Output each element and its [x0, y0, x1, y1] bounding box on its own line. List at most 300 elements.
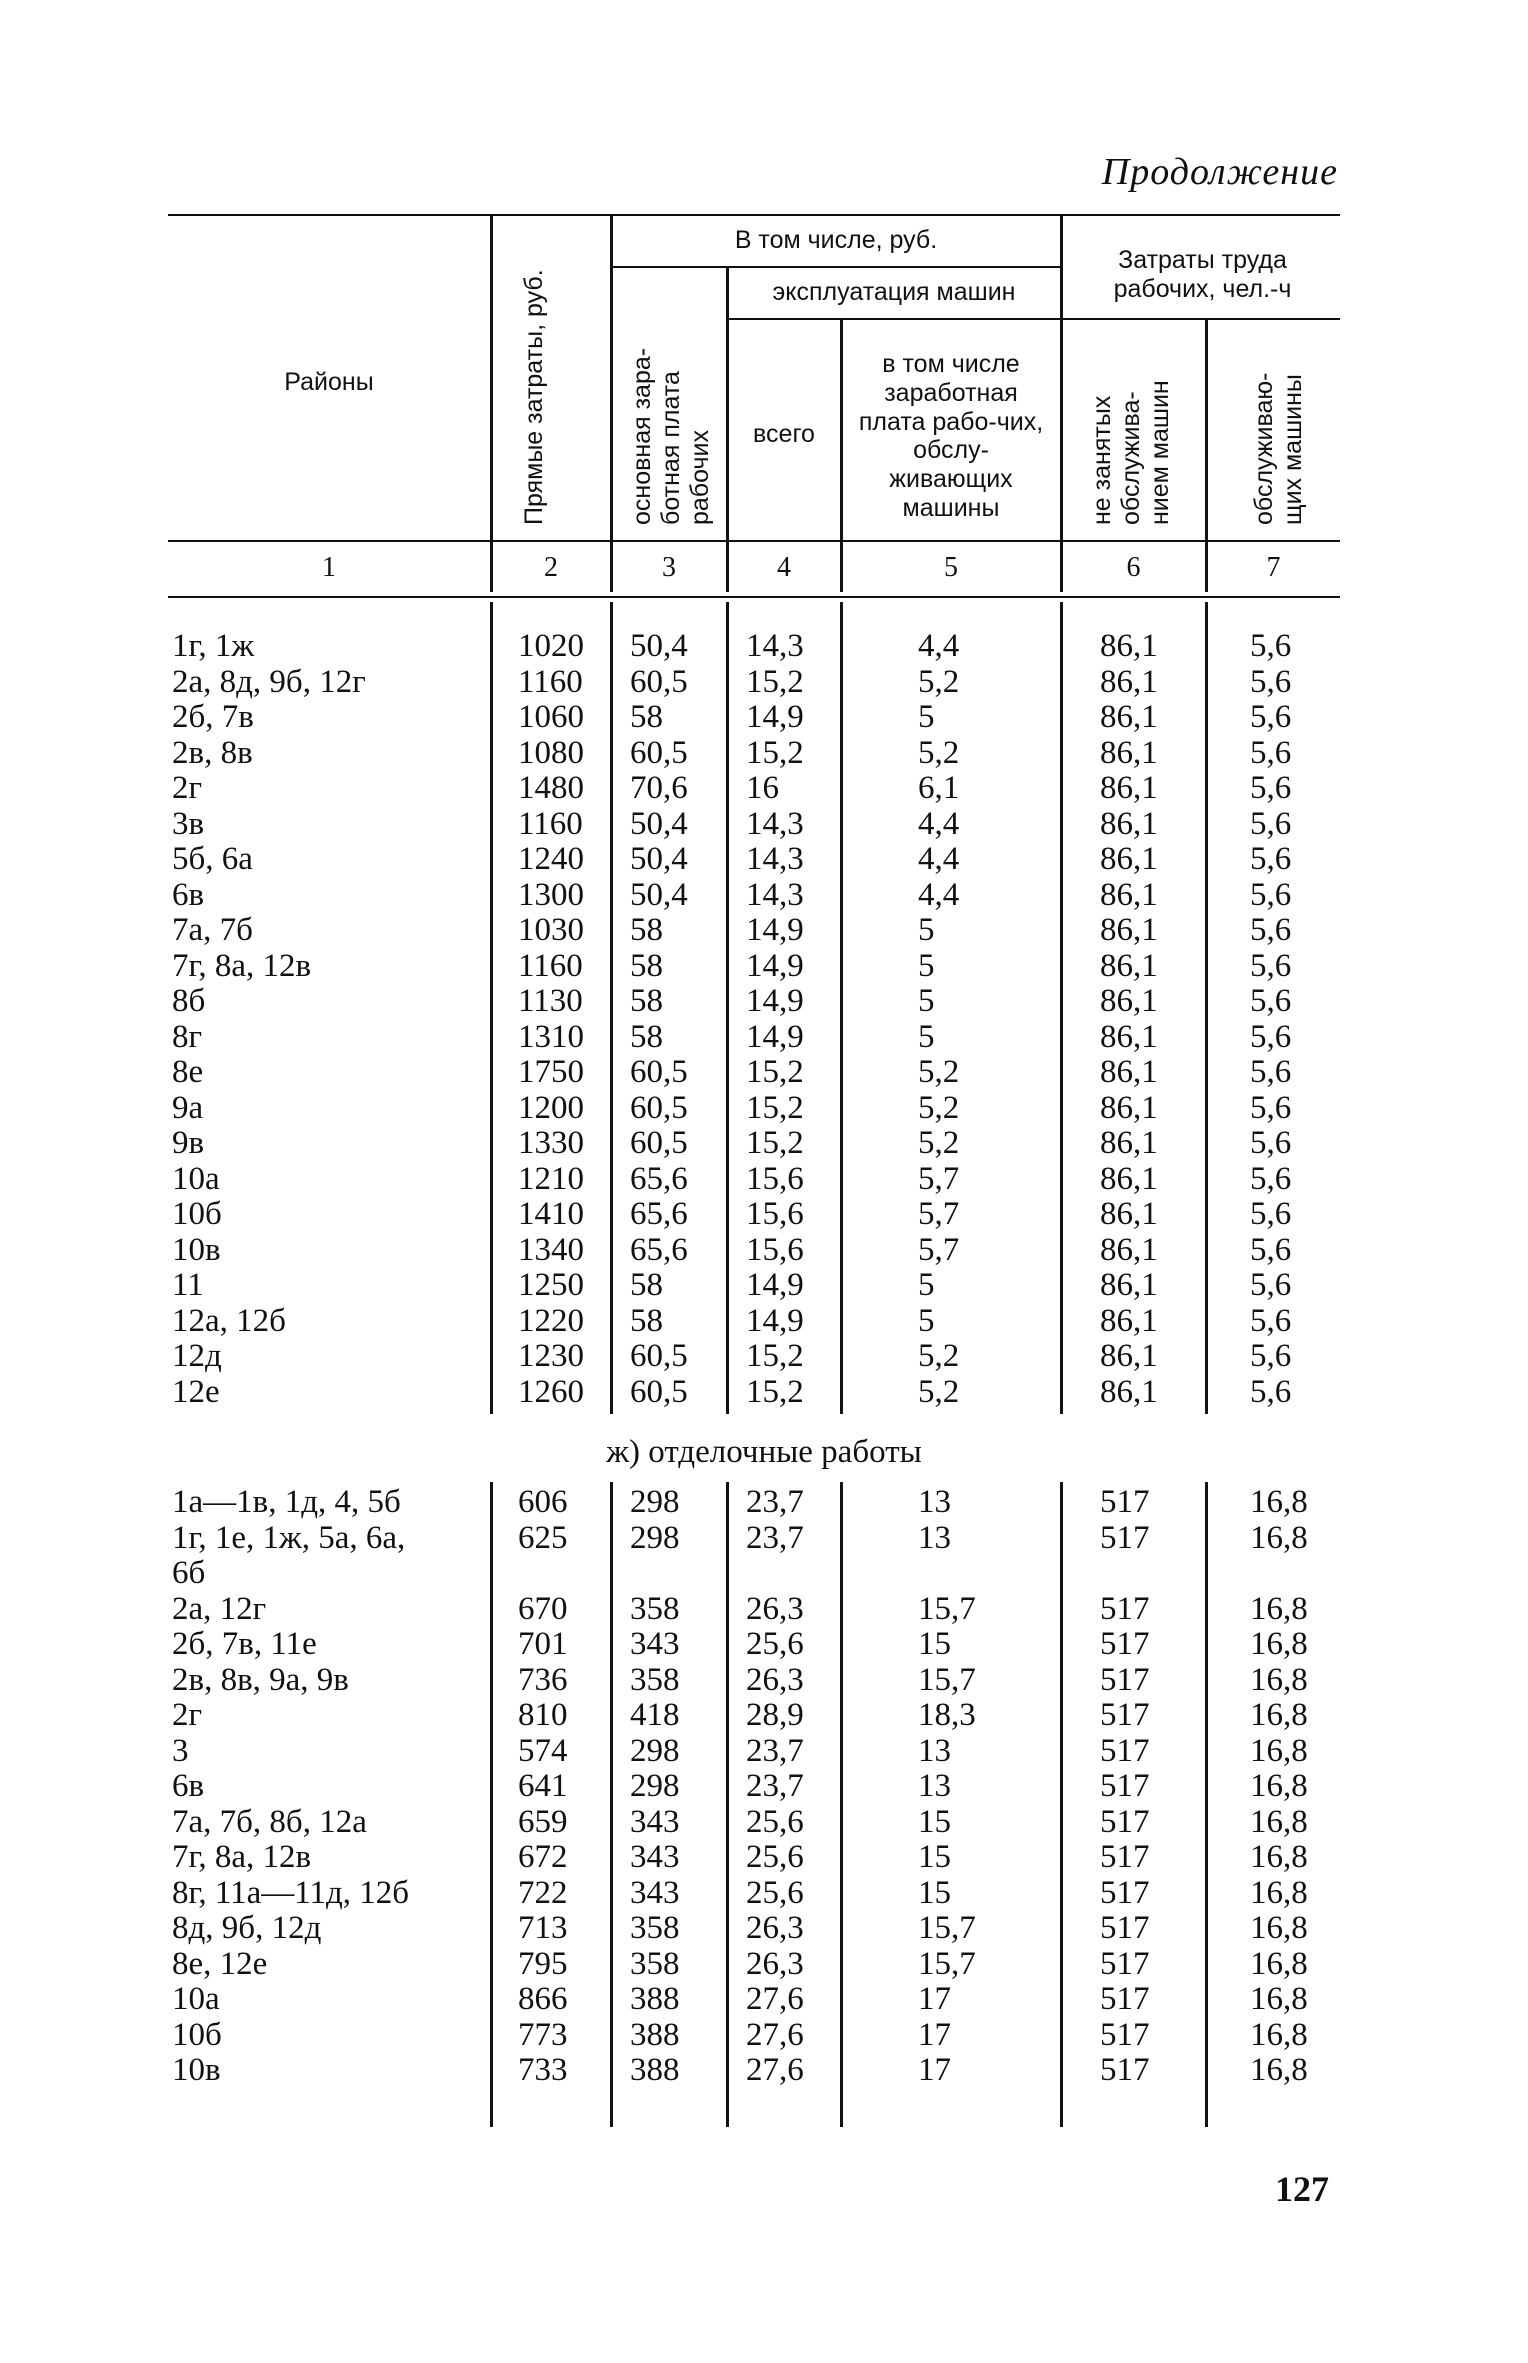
value-cell-c3: 58: [630, 699, 663, 735]
value-cell-c2: 736: [518, 1661, 568, 1698]
value-cell-c4: 15,2: [746, 1089, 804, 1126]
value-cell-c5: 17: [918, 1981, 951, 2017]
value-cell-c6: 517: [1100, 1945, 1150, 1982]
value-cell-c5: 5,2: [918, 1373, 960, 1410]
value-cell-c7: 5,6: [1250, 1231, 1292, 1268]
value-cell-c4: 26,3: [746, 1910, 804, 1946]
region-cell: 10б: [172, 2016, 222, 2053]
value-cell-c6: 86,1: [1100, 805, 1158, 842]
region-cell: 1г, 1е, 1ж, 5а, 6а,: [172, 1519, 406, 1556]
value-cell-c5: 5: [918, 1018, 935, 1055]
region-cell: 5б, 6а: [172, 841, 253, 877]
value-cell-c6: 86,1: [1100, 983, 1158, 1019]
value-cell-c2: 810: [518, 1697, 568, 1733]
value-cell-c4: 26,3: [746, 1661, 804, 1698]
value-cell-c2: 1160: [518, 947, 583, 984]
value-cell-c5: 5,2: [918, 1125, 960, 1161]
value-cell-c6: 517: [1100, 1484, 1150, 1520]
region-cell: 2а, 8д, 9б, 12г: [172, 663, 366, 700]
value-cell-c6: 86,1: [1100, 663, 1158, 700]
value-cell-c3: 343: [630, 1626, 680, 1662]
value-cell-c6: 86,1: [1100, 912, 1158, 948]
value-cell-c5: 13: [918, 1768, 951, 1804]
value-cell-c2: 641: [518, 1768, 568, 1804]
value-cell-c6: 517: [1100, 1732, 1150, 1769]
value-cell-c4: 25,6: [746, 1626, 804, 1662]
value-cell-c6: 86,1: [1100, 1196, 1158, 1232]
region-cell: 12е: [172, 1373, 220, 1410]
value-cell-c7: 5,6: [1250, 1373, 1292, 1410]
group-labor-rule: [1060, 318, 1340, 320]
value-cell-c6: 517: [1100, 1519, 1150, 1556]
region-cell: 10в: [172, 1231, 221, 1268]
value-cell-c2: 795: [518, 1945, 568, 1982]
value-cell-c6: 517: [1100, 1768, 1150, 1804]
value-cell-c4: 14,9: [746, 947, 804, 984]
value-cell-c3: 60,5: [630, 1054, 688, 1090]
region-cell: 8е, 12е: [172, 1945, 268, 1982]
value-cell-c5: 4,4: [918, 628, 960, 664]
region-cell: 12д: [172, 1338, 222, 1374]
value-cell-c6: 86,1: [1100, 628, 1158, 664]
value-cell-c6: 86,1: [1100, 1267, 1158, 1303]
value-cell-c3: 388: [630, 1981, 680, 2017]
value-cell-c5: 4,4: [918, 876, 960, 913]
value-cell-c6: 517: [1100, 1590, 1150, 1627]
region-cell: 2г: [172, 770, 203, 806]
value-cell-c3: 358: [630, 1910, 680, 1946]
value-cell-c2: 1080: [518, 734, 584, 771]
value-cell-c3: 50,4: [630, 805, 688, 842]
value-cell-c6: 517: [1100, 1874, 1150, 1911]
value-cell-c5: 5,2: [918, 734, 960, 771]
col-number-7: 7: [1266, 552, 1281, 583]
value-cell-c4: 27,6: [746, 2016, 804, 2053]
region-cell: 6в: [172, 876, 205, 913]
value-cell-c4: 25,6: [746, 1874, 804, 1911]
region-cell: 2в, 8в: [172, 734, 253, 771]
value-cell-c3: 65,6: [630, 1160, 688, 1197]
value-cell-c2: 713: [518, 1910, 568, 1946]
col-total-header: всего: [753, 420, 815, 448]
value-cell-c2: 1340: [518, 1231, 584, 1268]
header-vline-5: [1060, 216, 1063, 592]
value-cell-c4: 26,3: [746, 1590, 804, 1627]
value-cell-c5: 5,7: [918, 1196, 960, 1232]
value-cell-c4: 25,6: [746, 1839, 804, 1875]
value-cell-c2: 1130: [518, 983, 583, 1019]
value-cell-c5: 15: [918, 1874, 951, 1911]
value-cell-c7: 16,8: [1250, 1661, 1308, 1698]
page-number: 127: [1275, 2169, 1329, 2209]
region-cell: 6в: [172, 1768, 205, 1804]
col-number-4: 4: [777, 552, 791, 583]
value-cell-c4: 28,9: [746, 1697, 804, 1733]
value-cell-c6: 86,1: [1100, 1054, 1158, 1090]
numbers-bottom-rule: [168, 596, 1340, 598]
value-cell-c5: 5: [918, 1267, 935, 1303]
value-cell-c3: 60,5: [630, 1338, 688, 1374]
region-cell: 2б, 7в, 11е: [172, 1626, 317, 1662]
value-cell-c4: 14,9: [746, 1018, 804, 1055]
value-cell-c5: 15: [918, 1803, 951, 1840]
col-regions-header: Районы: [284, 368, 374, 396]
value-cell-c7: 16,8: [1250, 1768, 1308, 1804]
value-cell-c3: 343: [630, 1839, 680, 1875]
group-machines-header: эксплуатация машин: [772, 278, 1016, 306]
region-cell: 2г: [172, 1697, 203, 1733]
value-cell-c6: 517: [1100, 1697, 1150, 1733]
value-cell-c6: 86,1: [1100, 1338, 1158, 1374]
value-cell-c7: 5,6: [1250, 947, 1292, 984]
value-cell-c5: 5: [918, 912, 935, 948]
col-number-3: 3: [662, 552, 676, 583]
value-cell-c6: 86,1: [1100, 1018, 1158, 1055]
value-cell-c7: 16,8: [1250, 1519, 1308, 1556]
region-cell: 10в: [172, 2052, 221, 2088]
value-cell-c7: 5,6: [1250, 1054, 1292, 1090]
value-cell-c3: 58: [630, 1267, 663, 1303]
value-cell-c5: 5,7: [918, 1160, 960, 1197]
value-cell-c4: 14,3: [746, 876, 804, 913]
value-cell-c3: 65,6: [630, 1196, 688, 1232]
col-number-6: 6: [1126, 552, 1141, 583]
value-cell-c6: 86,1: [1100, 947, 1158, 984]
group-incl-rule: [610, 266, 1060, 268]
col-direct-costs-header: Прямые затраты, руб.: [520, 269, 548, 525]
value-cell-c2: 1250: [518, 1267, 584, 1303]
body1-vline-5: [1060, 602, 1063, 1414]
value-cell-c3: 60,5: [630, 1089, 688, 1126]
value-cell-c3: 358: [630, 1590, 680, 1627]
value-cell-c6: 86,1: [1100, 1373, 1158, 1410]
value-cell-c2: 1230: [518, 1338, 584, 1374]
value-cell-c2: 1240: [518, 841, 584, 877]
value-cell-c5: 5: [918, 947, 935, 984]
header-vline-2: [610, 216, 613, 592]
value-cell-c3: 58: [630, 1018, 663, 1055]
value-cell-c4: 14,9: [746, 1267, 804, 1303]
value-cell-c7: 5,6: [1250, 1125, 1292, 1161]
value-cell-c7: 5,6: [1250, 876, 1292, 913]
region-cell: 7г, 8а, 12в: [172, 1839, 312, 1875]
region-cell: 9в: [172, 1125, 205, 1161]
value-cell-c2: 1200: [518, 1089, 584, 1126]
value-cell-c7: 16,8: [1250, 1981, 1308, 2017]
region-cell: 10а: [172, 1981, 220, 2017]
value-cell-c4: 16: [746, 770, 779, 806]
value-cell-c6: 517: [1100, 1910, 1150, 1946]
value-cell-c6: 86,1: [1100, 1302, 1158, 1339]
region-cell: 8е: [172, 1054, 204, 1090]
value-cell-c5: 5: [918, 699, 935, 735]
value-cell-c5: 5: [918, 1302, 935, 1339]
value-cell-c4: 23,7: [746, 1484, 804, 1520]
value-cell-c2: 625: [518, 1519, 568, 1556]
value-cell-c2: 1330: [518, 1125, 584, 1161]
value-cell-c3: 343: [630, 1874, 680, 1911]
value-cell-c2: 733: [518, 2052, 568, 2088]
region-cell-continued: 6б: [172, 1555, 206, 1591]
value-cell-c6: 86,1: [1100, 1231, 1158, 1268]
value-cell-c3: 60,5: [630, 1125, 688, 1161]
group-labor-header: Затраты труда рабочих, чел.-ч: [1113, 246, 1292, 303]
value-cell-c2: 1160: [518, 663, 583, 700]
value-cell-c4: 15,2: [746, 663, 804, 700]
value-cell-c5: 5: [918, 983, 935, 1019]
col-number-1: 1: [322, 552, 336, 583]
header-bottom-rule: [168, 540, 1340, 542]
value-cell-c3: 58: [630, 983, 663, 1019]
value-cell-c5: 15,7: [918, 1945, 976, 1982]
value-cell-c4: 15,6: [746, 1196, 804, 1232]
region-cell: 7а, 7б, 8б, 12а: [172, 1803, 367, 1840]
value-cell-c7: 16,8: [1250, 1803, 1308, 1840]
value-cell-c4: 14,3: [746, 628, 804, 664]
value-cell-c2: 1750: [518, 1054, 584, 1090]
value-cell-c7: 5,6: [1250, 1089, 1292, 1126]
body2-vline-2: [610, 1482, 613, 2127]
value-cell-c5: 15: [918, 1839, 951, 1875]
region-cell: 7а, 7б: [172, 912, 253, 948]
region-cell: 10а: [172, 1160, 220, 1197]
value-cell-c6: 86,1: [1100, 699, 1158, 735]
value-cell-c4: 15,2: [746, 734, 804, 771]
value-cell-c3: 388: [630, 2052, 680, 2088]
value-cell-c7: 16,8: [1250, 1484, 1308, 1520]
value-cell-c5: 18,3: [918, 1697, 976, 1733]
body2-vline-4: [840, 1482, 843, 2127]
value-cell-c5: 5,2: [918, 1338, 960, 1374]
value-cell-c2: 1410: [518, 1196, 584, 1232]
value-cell-c6: 86,1: [1100, 1089, 1158, 1126]
value-cell-c7: 16,8: [1250, 1839, 1308, 1875]
value-cell-c4: 15,2: [746, 1373, 804, 1410]
value-cell-c5: 4,4: [918, 841, 960, 877]
value-cell-c5: 5,2: [918, 1054, 960, 1090]
value-cell-c6: 86,1: [1100, 1160, 1158, 1197]
value-cell-c4: 15,6: [746, 1231, 804, 1268]
value-cell-c2: 1210: [518, 1160, 584, 1197]
body1-vline-2: [610, 602, 613, 1414]
value-cell-c5: 17: [918, 2052, 951, 2088]
value-cell-c2: 670: [518, 1590, 568, 1627]
value-cell-c4: 14,9: [746, 983, 804, 1019]
value-cell-c7: 5,6: [1250, 1160, 1292, 1197]
value-cell-c3: 343: [630, 1803, 680, 1840]
col-incl-wage-header: в том числе заработная плата рабо-чих, обслу-живающих машины: [858, 350, 1044, 522]
value-cell-c3: 60,5: [630, 663, 688, 700]
continuation-label: Продолжение: [1101, 151, 1338, 193]
value-cell-c7: 5,6: [1250, 912, 1292, 948]
value-cell-c5: 4,4: [918, 805, 960, 842]
value-cell-c3: 388: [630, 2016, 680, 2053]
region-cell: 1г, 1ж: [172, 628, 255, 664]
value-cell-c4: 15,2: [746, 1338, 804, 1374]
col-machines-header: обслуживаю-щих машины: [1250, 372, 1307, 525]
region-cell: 9а: [172, 1089, 204, 1126]
value-cell-c5: 13: [918, 1484, 951, 1520]
value-cell-c6: 86,1: [1100, 770, 1158, 806]
value-cell-c6: 86,1: [1100, 1125, 1158, 1161]
table-top-rule: [168, 214, 1340, 216]
value-cell-c7: 5,6: [1250, 1196, 1292, 1232]
value-cell-c6: 86,1: [1100, 876, 1158, 913]
value-cell-c7: 5,6: [1250, 663, 1292, 700]
value-cell-c7: 5,6: [1250, 699, 1292, 735]
value-cell-c7: 5,6: [1250, 805, 1292, 842]
value-cell-c7: 5,6: [1250, 1267, 1292, 1303]
value-cell-c7: 16,8: [1250, 1874, 1308, 1911]
value-cell-c2: 1060: [518, 699, 584, 735]
value-cell-c7: 16,8: [1250, 1945, 1308, 1982]
value-cell-c2: 659: [518, 1803, 568, 1840]
region-cell: 2в, 8в, 9а, 9в: [172, 1661, 349, 1698]
region-cell: 7г, 8а, 12в: [172, 947, 312, 984]
value-cell-c4: 14,3: [746, 805, 804, 842]
value-cell-c7: 16,8: [1250, 1697, 1308, 1733]
value-cell-c2: 1220: [518, 1302, 584, 1339]
value-cell-c2: 701: [518, 1626, 568, 1662]
value-cell-c2: 1020: [518, 628, 584, 664]
value-cell-c3: 358: [630, 1945, 680, 1982]
value-cell-c7: 5,6: [1250, 734, 1292, 771]
value-cell-c2: 574: [518, 1732, 568, 1769]
value-cell-c2: 722: [518, 1874, 568, 1911]
value-cell-c6: 517: [1100, 2052, 1150, 2088]
region-cell: 8б: [172, 983, 206, 1019]
value-cell-c4: 27,6: [746, 2052, 804, 2088]
value-cell-c7: 5,6: [1250, 628, 1292, 664]
value-cell-c2: 1300: [518, 876, 584, 913]
value-cell-c7: 5,6: [1250, 841, 1292, 877]
value-cell-c2: 1160: [518, 805, 583, 842]
value-cell-c6: 517: [1100, 1981, 1150, 2017]
region-cell: 2б, 7в: [172, 699, 254, 735]
value-cell-c5: 13: [918, 1732, 951, 1769]
value-cell-c5: 15,7: [918, 1910, 976, 1946]
value-cell-c4: 15,2: [746, 1125, 804, 1161]
value-cell-c3: 50,4: [630, 841, 688, 877]
value-cell-c5: 5,2: [918, 663, 960, 700]
value-cell-c7: 16,8: [1250, 2052, 1308, 2088]
section-title: ж) отделочные работы: [606, 1434, 922, 1470]
header-vline-1: [490, 216, 493, 592]
value-cell-c4: 23,7: [746, 1519, 804, 1556]
value-cell-c7: 5,6: [1250, 1302, 1292, 1339]
value-cell-c2: 773: [518, 2016, 568, 2053]
value-cell-c6: 517: [1100, 1661, 1150, 1698]
value-cell-c5: 5,7: [918, 1231, 960, 1268]
value-cell-c3: 358: [630, 1661, 680, 1698]
region-cell: 3в: [172, 805, 205, 842]
value-cell-c6: 517: [1100, 2016, 1150, 2053]
value-cell-c2: 866: [518, 1981, 568, 2017]
region-cell: 8д, 9б, 12д: [172, 1910, 322, 1946]
value-cell-c7: 5,6: [1250, 983, 1292, 1019]
group-incl-header: В том числе, руб.: [734, 226, 938, 254]
value-cell-c4: 15,6: [746, 1160, 804, 1197]
value-cell-c5: 15: [918, 1626, 951, 1662]
value-cell-c4: 14,3: [746, 841, 804, 877]
value-cell-c5: 15,7: [918, 1590, 976, 1627]
body2-vline-6: [1205, 1482, 1208, 2127]
body2-vline-3: [726, 1482, 729, 2127]
region-cell: 8г: [172, 1018, 203, 1055]
region-cell: 2а, 12г: [172, 1590, 267, 1627]
value-cell-c3: 58: [630, 1302, 663, 1339]
value-cell-c4: 14,9: [746, 912, 804, 948]
region-cell: 10б: [172, 1196, 222, 1232]
col-number-5: 5: [944, 552, 958, 583]
value-cell-c6: 517: [1100, 1803, 1150, 1840]
value-cell-c3: 298: [630, 1732, 680, 1769]
value-cell-c4: 14,9: [746, 1302, 804, 1339]
value-cell-c4: 27,6: [746, 1981, 804, 2017]
value-cell-c4: 25,6: [746, 1803, 804, 1840]
region-cell: 3: [172, 1732, 189, 1769]
region-cell: 1а—1в, 1д, 4, 5б: [172, 1484, 401, 1520]
value-cell-c3: 298: [630, 1484, 680, 1520]
value-cell-c2: 672: [518, 1839, 568, 1875]
value-cell-c6: 517: [1100, 1626, 1150, 1662]
value-cell-c5: 6,1: [918, 770, 960, 806]
value-cell-c7: 16,8: [1250, 1590, 1308, 1627]
value-cell-c2: 606: [518, 1484, 568, 1520]
region-cell: 12а, 12б: [172, 1302, 286, 1339]
value-cell-c7: 5,6: [1250, 1018, 1292, 1055]
value-cell-c3: 65,6: [630, 1231, 688, 1268]
value-cell-c7: 16,8: [1250, 2016, 1308, 2053]
value-cell-c4: 15,2: [746, 1054, 804, 1090]
region-cell: 11: [172, 1267, 204, 1303]
value-cell-c5: 13: [918, 1519, 951, 1556]
group-machines-rule: [726, 318, 1060, 320]
value-cell-c2: 1030: [518, 912, 584, 948]
value-cell-c4: 23,7: [746, 1732, 804, 1769]
body2-vline-1: [490, 1482, 493, 2127]
value-cell-c6: 517: [1100, 1839, 1150, 1875]
value-cell-c7: 5,6: [1250, 770, 1292, 806]
value-cell-c7: 5,6: [1250, 1338, 1292, 1374]
value-cell-c3: 60,5: [630, 734, 688, 771]
value-cell-c4: 14,9: [746, 699, 804, 735]
value-cell-c4: 26,3: [746, 1945, 804, 1982]
value-cell-c3: 418: [630, 1697, 680, 1733]
value-cell-c6: 86,1: [1100, 841, 1158, 877]
body1-vline-6: [1205, 602, 1208, 1414]
value-cell-c3: 50,4: [630, 628, 688, 664]
value-cell-c5: 17: [918, 2016, 951, 2053]
value-cell-c3: 50,4: [630, 876, 688, 913]
value-cell-c6: 86,1: [1100, 734, 1158, 771]
value-cell-c3: 60,5: [630, 1373, 688, 1410]
body2-vline-5: [1060, 1482, 1063, 2127]
value-cell-c7: 16,8: [1250, 1910, 1308, 1946]
col-not-machines-header: не занятых обслужива-нием машин: [1088, 380, 1174, 525]
value-cell-c3: 298: [630, 1519, 680, 1556]
region-cell: 8г, 11а—11д, 12б: [172, 1874, 410, 1911]
body1-vline-4: [840, 602, 843, 1414]
value-cell-c5: 5,2: [918, 1089, 960, 1126]
body1-vline-3: [726, 602, 729, 1414]
value-cell-c3: 58: [630, 947, 663, 984]
value-cell-c3: 58: [630, 912, 663, 948]
body1-vline-1: [490, 602, 493, 1414]
value-cell-c5: 15,7: [918, 1661, 976, 1698]
value-cell-c2: 1260: [518, 1373, 584, 1410]
value-cell-c3: 298: [630, 1768, 680, 1804]
